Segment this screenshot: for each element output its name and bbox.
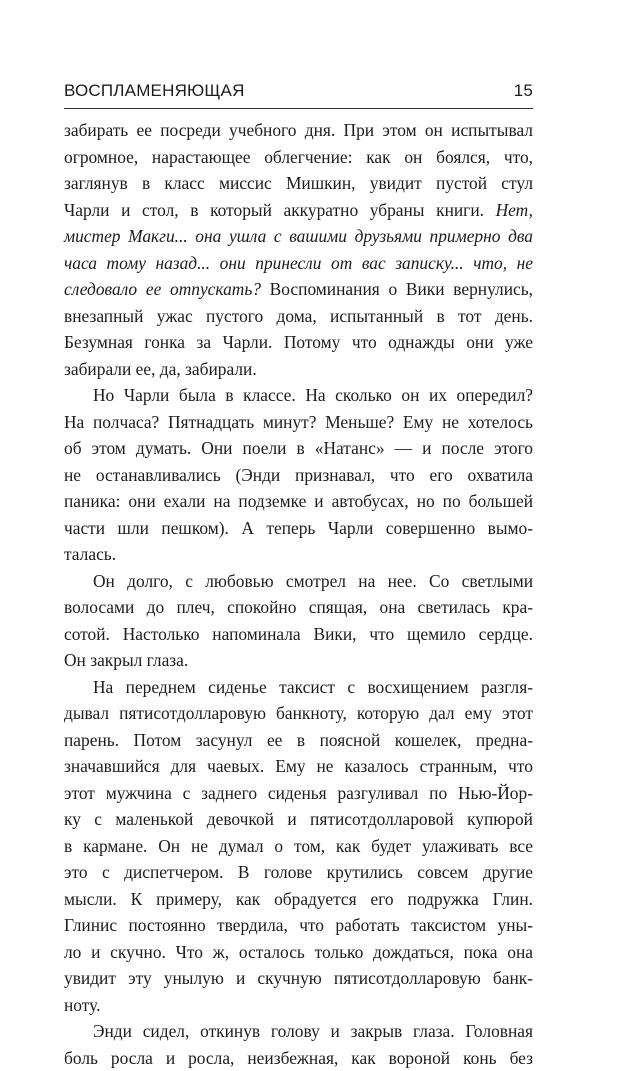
- text-line: [64, 144, 533, 171]
- text-run: талась.: [64, 544, 116, 564]
- text-run: ло и скучно. Что ж, осталось только дождаться, пока она: [64, 942, 533, 962]
- text-run: Чарли и стол, в который аккуратно убраны книги.: [64, 200, 496, 220]
- text-run: Глинис постоянно твердила, что работать таксистом уны-: [64, 915, 533, 935]
- text-run: увидит эту унылую и скучную пятисотдолларовую банк-: [64, 968, 533, 988]
- text-run: Энди сидел, откинув голову и закрыв глаза. Головная: [93, 1021, 533, 1041]
- body-text: [64, 117, 533, 1071]
- text-line: [64, 197, 533, 224]
- text-run: огромное, нарастающее облегчение: как он боялся, что,: [64, 147, 533, 167]
- text-line: [64, 541, 533, 568]
- text-line: [64, 727, 533, 754]
- text-run: в кармане. Он не думал о том, как будет улаживать все: [64, 836, 533, 856]
- text-line: [64, 780, 533, 807]
- text-line: [64, 621, 533, 648]
- italic-text: следовало ее отпускать?: [64, 279, 261, 299]
- text-line: [64, 329, 533, 356]
- text-line: [64, 382, 533, 409]
- text-run: забирали ее, да, забирали.: [64, 359, 257, 379]
- text-run: Безумная гонка за Чарли. Потому что однажды они уже: [64, 332, 533, 352]
- text-line: [64, 1018, 533, 1045]
- text-line: [64, 1045, 533, 1071]
- text-line: [64, 594, 533, 621]
- text-line: [64, 170, 533, 197]
- text-line: [64, 700, 533, 727]
- text-run: На переднем сиденье таксист с восхищением разгля-: [93, 677, 533, 697]
- text-line: [64, 886, 533, 913]
- text-line: [64, 912, 533, 939]
- text-line: [64, 568, 533, 595]
- text-line: [64, 276, 533, 303]
- text-run: об этом думать. Они поели в «Натанс» — и после этого: [64, 438, 533, 458]
- text-line: [64, 515, 533, 542]
- text-run: боль росла и росла, неизбежная, как вороной конь без: [64, 1048, 533, 1068]
- text-run: ку с маленькой девочкой и пятисотдолларовой купюрой: [64, 809, 533, 829]
- text-line: [64, 409, 533, 436]
- text-line: [64, 939, 533, 966]
- text-line: [64, 859, 533, 886]
- text-run: Он долго, с любовью смотрел на нее. Со светлыми: [93, 571, 533, 591]
- text-run: не останавливались (Энди признавал, что его охватила: [64, 465, 533, 485]
- text-line: [64, 647, 533, 674]
- page-number: 15: [514, 81, 533, 101]
- text-line: [64, 674, 533, 701]
- text-run: этот мужчина с заднего сиденья разгуливал по Нью-Йор-: [64, 783, 533, 803]
- text-line: [64, 462, 533, 489]
- text-run: части шли пешком). А теперь Чарли совершенно вымо-: [64, 518, 533, 538]
- text-line: [64, 806, 533, 833]
- text-line: [64, 356, 533, 383]
- text-run: дывал пятисотдолларовую банкноту, которую дал ему этот: [64, 703, 533, 723]
- text-run: заглянув в класс миссис Мишкин, увидит пустой стул: [64, 173, 533, 193]
- header-rule: [64, 108, 533, 109]
- text-line: [64, 250, 533, 277]
- text-run: мысли. К примеру, как обрадуется его подружка Глин.: [64, 889, 533, 909]
- text-line: [64, 435, 533, 462]
- italic-text: мистер Макги... она ушла с вашими друзьями примерно два: [64, 226, 533, 246]
- text-run: ноту.: [64, 995, 100, 1015]
- text-run: значавшийся для чаевых. Ему не казалось странным, что: [64, 756, 533, 776]
- text-run: Но Чарли была в классе. На сколько он их опередил?: [93, 385, 533, 405]
- text-run: паника: они ехали на подземке и автобусах, но по большей: [64, 491, 533, 511]
- text-line: [64, 992, 533, 1019]
- running-header: [64, 81, 533, 103]
- text-line: [64, 753, 533, 780]
- text-run: внезапный ужас пустого дома, испытанный в тот день.: [64, 306, 533, 326]
- text-line: [64, 965, 533, 992]
- text-run: Он закрыл глаза.: [64, 650, 188, 670]
- text-line: [64, 117, 533, 144]
- italic-text: Нет,: [496, 200, 533, 220]
- text-run: забирать ее посреди учебного дня. При этом он испытывал: [64, 120, 533, 140]
- text-run: На полчаса? Пятнадцать минут? Меньше? Ему не хотелось: [64, 412, 533, 432]
- text-run: сотой. Настолько напоминала Вики, что щемило сердце.: [64, 624, 533, 644]
- text-line: [64, 833, 533, 860]
- text-run: парень. Потом засунул ее в поясной кошелек, предна-: [64, 730, 533, 750]
- text-run: это с диспетчером. В голове крутились совсем другие: [64, 862, 533, 882]
- text-line: [64, 488, 533, 515]
- italic-text: часа тому назад... они принесли от вас записку... что, не: [64, 253, 533, 273]
- text-run: Воспоминания о Вики вернулись,: [261, 279, 533, 299]
- text-line: [64, 303, 533, 330]
- text-line: [64, 223, 533, 250]
- text-run: волосами до плеч, спокойно спящая, она светилась кра-: [64, 597, 533, 617]
- running-title: ВОСПЛАМЕНЯЮЩАЯ: [64, 81, 245, 101]
